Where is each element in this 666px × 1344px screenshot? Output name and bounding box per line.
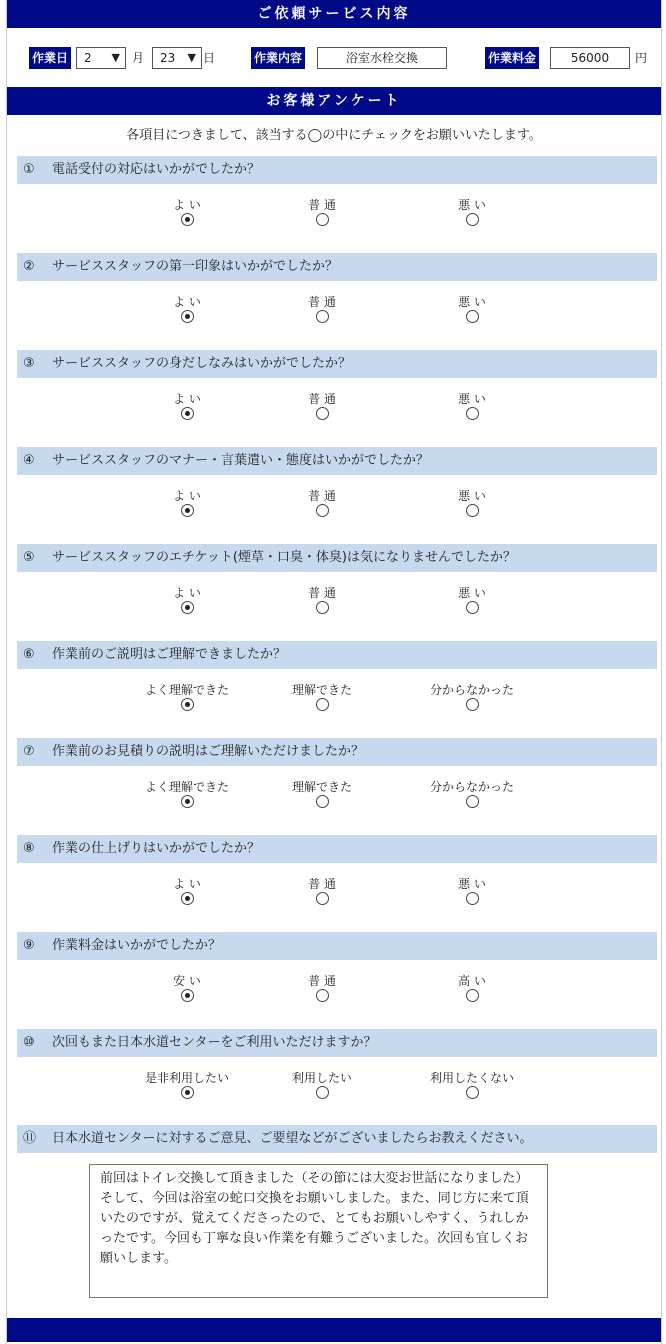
question-11-text: 日本水道センターに対するご意見、ご要望などがございましたらお教えください。 bbox=[52, 1131, 533, 1146]
question-text: 作業前のお見積りの説明はご理解いただけましたか？ bbox=[52, 744, 365, 759]
radio-option-label: 悪 い bbox=[458, 198, 486, 212]
question-text: 電話受付の対応はいかがでしたか？ bbox=[52, 162, 261, 177]
radio-unchecked-icon[interactable] bbox=[316, 504, 329, 517]
radio-option-label: 是非利用したい bbox=[144, 1071, 229, 1085]
question-number: ⑦ bbox=[23, 744, 35, 759]
radio-option-label: 普 通 bbox=[308, 392, 336, 406]
radio-option-label: よく理解できた bbox=[144, 683, 229, 697]
radio-option[interactable] bbox=[262, 973, 382, 1005]
radio-option[interactable] bbox=[412, 779, 532, 811]
radio-option[interactable] bbox=[127, 197, 247, 229]
radio-option-label: 利用したい bbox=[291, 1071, 352, 1085]
radio-option-label: よ い bbox=[173, 295, 201, 309]
radio-option-label: 普 通 bbox=[308, 198, 336, 212]
radio-option[interactable] bbox=[127, 779, 247, 811]
radio-unchecked-icon[interactable] bbox=[466, 698, 479, 711]
radio-option[interactable] bbox=[262, 779, 382, 811]
work-content-field[interactable]: 浴室水栓交換 bbox=[317, 47, 447, 69]
question-number: ⑨ bbox=[23, 938, 35, 953]
radio-unchecked-icon[interactable] bbox=[316, 1086, 329, 1099]
radio-checked-icon[interactable] bbox=[181, 795, 194, 808]
radio-option-label: 悪 い bbox=[458, 489, 486, 503]
day-select[interactable] bbox=[152, 47, 202, 69]
question-text: サービススタッフのマナー・言葉遣い・態度はいかがでしたか？ bbox=[52, 453, 430, 468]
radio-option[interactable] bbox=[412, 682, 532, 714]
work-date-label: 作業日 bbox=[29, 47, 71, 69]
question-number: ⑥ bbox=[23, 647, 35, 662]
radio-option[interactable] bbox=[127, 585, 247, 617]
radio-option[interactable] bbox=[262, 488, 382, 520]
radio-option-label: 分からなかった bbox=[429, 683, 514, 697]
radio-option[interactable] bbox=[262, 1070, 382, 1102]
radio-option[interactable] bbox=[412, 488, 532, 520]
question-number: ④ bbox=[23, 453, 35, 468]
radio-checked-icon[interactable] bbox=[181, 310, 194, 323]
survey-form bbox=[6, 0, 662, 1344]
question-6-header bbox=[17, 641, 657, 669]
footer-bar bbox=[7, 1318, 661, 1342]
radio-option-label: よ い bbox=[173, 586, 201, 600]
question-number: ② bbox=[23, 259, 35, 274]
day-value: 23 bbox=[160, 51, 176, 65]
survey-title-bar: お客様アンケート bbox=[7, 87, 661, 115]
question-9-header bbox=[17, 932, 657, 960]
radio-checked-icon[interactable] bbox=[181, 601, 194, 614]
radio-option-label: 理解できた bbox=[291, 780, 352, 794]
radio-option-label: 普 通 bbox=[308, 586, 336, 600]
question-text: 作業前のご説明はご理解できましたか？ bbox=[52, 647, 287, 662]
radio-option-label: 安 い bbox=[173, 974, 201, 988]
question-5-header bbox=[17, 544, 657, 572]
radio-option[interactable] bbox=[262, 391, 382, 423]
radio-checked-icon[interactable] bbox=[181, 892, 194, 905]
radio-option-label: 普 通 bbox=[308, 877, 336, 891]
radio-unchecked-icon[interactable] bbox=[466, 1086, 479, 1099]
work-content-label: 作業内容 bbox=[251, 47, 305, 69]
radio-option[interactable] bbox=[262, 197, 382, 229]
radio-unchecked-icon[interactable] bbox=[466, 989, 479, 1002]
radio-option[interactable] bbox=[412, 876, 532, 908]
service-title-bar: ご依頼サービス内容 bbox=[7, 0, 661, 28]
radio-option[interactable] bbox=[262, 294, 382, 326]
radio-option[interactable] bbox=[127, 1070, 247, 1102]
radio-option[interactable] bbox=[127, 973, 247, 1005]
radio-option[interactable] bbox=[412, 197, 532, 229]
question-number: ③ bbox=[23, 356, 35, 371]
question-7-header bbox=[17, 738, 657, 766]
radio-option[interactable] bbox=[127, 294, 247, 326]
radio-option[interactable] bbox=[262, 585, 382, 617]
radio-option[interactable] bbox=[127, 391, 247, 423]
radio-option-label: 悪 い bbox=[458, 877, 486, 891]
radio-option-label: 理解できた bbox=[291, 683, 352, 697]
question-text: サービススタッフの身だしなみはいかがでしたか？ bbox=[52, 356, 352, 371]
question-4-header bbox=[17, 447, 657, 475]
work-fee-label: 作業料金 bbox=[485, 47, 539, 69]
month-select[interactable] bbox=[76, 47, 126, 69]
radio-option[interactable] bbox=[412, 294, 532, 326]
radio-unchecked-icon[interactable] bbox=[466, 310, 479, 323]
radio-option-label: 普 通 bbox=[308, 489, 336, 503]
radio-option[interactable] bbox=[262, 876, 382, 908]
radio-checked-icon[interactable] bbox=[181, 989, 194, 1002]
radio-option-label: よ い bbox=[173, 877, 201, 891]
question-8-header bbox=[17, 835, 657, 863]
radio-option[interactable] bbox=[412, 585, 532, 617]
radio-option-label: 普 通 bbox=[308, 974, 336, 988]
radio-option[interactable] bbox=[262, 682, 382, 714]
radio-unchecked-icon[interactable] bbox=[466, 407, 479, 420]
question-11-header bbox=[17, 1125, 657, 1153]
radio-option[interactable] bbox=[412, 1070, 532, 1102]
radio-checked-icon[interactable] bbox=[181, 698, 194, 711]
question-text: 次回もまた日本水道センターをご利用いただけますか？ bbox=[52, 1035, 377, 1050]
survey-intro: 各項目につきまして、該当する◯の中にチェックをお願いいたします。 bbox=[126, 128, 542, 143]
radio-unchecked-icon[interactable] bbox=[466, 601, 479, 614]
day-unit: 日 bbox=[203, 51, 216, 65]
radio-unchecked-icon[interactable] bbox=[316, 795, 329, 808]
radio-option-label: 高 い bbox=[458, 974, 486, 988]
radio-unchecked-icon[interactable] bbox=[316, 407, 329, 420]
question-number: ⑩ bbox=[23, 1035, 35, 1050]
radio-unchecked-icon[interactable] bbox=[316, 310, 329, 323]
radio-unchecked-icon[interactable] bbox=[316, 892, 329, 905]
chevron-down-icon: ▼ bbox=[187, 51, 196, 64]
question-text: サービススタッフの第一印象はいかがでしたか？ bbox=[52, 259, 339, 274]
question-number: ⑧ bbox=[23, 841, 35, 856]
radio-option-label: 分からなかった bbox=[429, 780, 514, 794]
question-1-header bbox=[17, 156, 657, 184]
radio-unchecked-icon[interactable] bbox=[466, 795, 479, 808]
radio-unchecked-icon[interactable] bbox=[316, 989, 329, 1002]
question-number: ⑤ bbox=[23, 550, 35, 565]
radio-unchecked-icon[interactable] bbox=[316, 213, 329, 226]
radio-checked-icon[interactable] bbox=[181, 504, 194, 517]
work-fee-field[interactable]: 56000 bbox=[550, 47, 630, 69]
radio-checked-icon[interactable] bbox=[181, 213, 194, 226]
question-text: サービススタッフのエチケット(煙草・口臭・体臭)は気になりませんでしたか？ bbox=[52, 550, 516, 565]
radio-option-label: よ い bbox=[173, 489, 201, 503]
comment-textarea[interactable]: 前回はトイレ交換して頂きました（その節には大変お世話になりました）そして、今回は浴室の蛇口交換をお願いしました。また、同じ方に来て頂いたのですが、覚えてくださったので、とてもお願いしやすく、うれしかったです。今回も丁寧な良い作業を有難うございました。次回も宜しくお願いします。 bbox=[89, 1164, 548, 1298]
radio-option[interactable] bbox=[127, 488, 247, 520]
question-text: 作業の仕上げりはいかがでしたか？ bbox=[52, 841, 261, 856]
radio-option-label: 普 通 bbox=[308, 295, 336, 309]
month-unit: 月 bbox=[132, 51, 145, 65]
radio-option[interactable] bbox=[127, 876, 247, 908]
question-2-header bbox=[17, 253, 657, 281]
fee-unit: 円 bbox=[635, 51, 648, 65]
month-value: 2 bbox=[84, 51, 92, 65]
radio-option-label: よく理解できた bbox=[144, 780, 229, 794]
radio-checked-icon[interactable] bbox=[181, 407, 194, 420]
radio-unchecked-icon[interactable] bbox=[466, 213, 479, 226]
radio-option-label: 利用したくない bbox=[429, 1071, 514, 1085]
question-10-header bbox=[17, 1029, 657, 1057]
radio-option-label: 悪 い bbox=[458, 392, 486, 406]
radio-unchecked-icon[interactable] bbox=[316, 698, 329, 711]
question-11-number: ⑪ bbox=[23, 1131, 37, 1146]
question-number: ① bbox=[23, 162, 35, 177]
radio-option[interactable] bbox=[412, 973, 532, 1005]
radio-option[interactable] bbox=[412, 391, 532, 423]
radio-checked-icon[interactable] bbox=[181, 1086, 194, 1099]
chevron-down-icon: ▼ bbox=[111, 51, 120, 64]
radio-unchecked-icon[interactable] bbox=[466, 504, 479, 517]
radio-option-label: よ い bbox=[173, 392, 201, 406]
question-3-header bbox=[17, 350, 657, 378]
radio-option-label: 悪 い bbox=[458, 295, 486, 309]
question-text: 作業料金はいかがでしたか？ bbox=[52, 938, 222, 953]
radio-unchecked-icon[interactable] bbox=[466, 892, 479, 905]
radio-option-label: 悪 い bbox=[458, 586, 486, 600]
radio-option-label: よ い bbox=[173, 198, 201, 212]
radio-option[interactable] bbox=[127, 682, 247, 714]
radio-unchecked-icon[interactable] bbox=[316, 601, 329, 614]
